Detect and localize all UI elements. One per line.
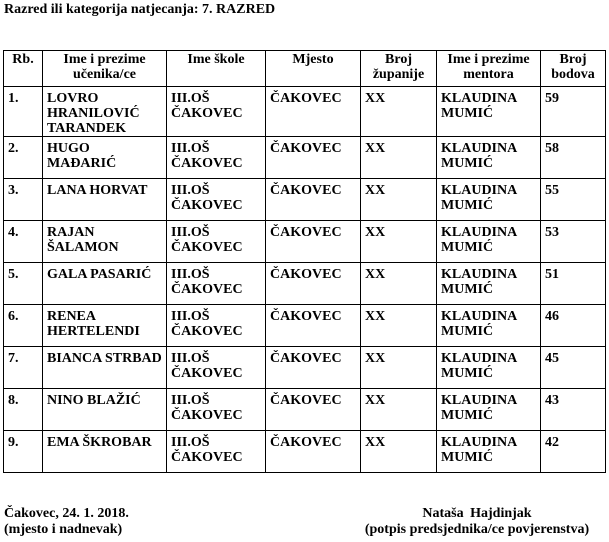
school-cell: III.OŠ ČAKOVEC [167,305,266,347]
column-header-rb: Rb. [4,51,43,87]
student-name-cell: RAJAN ŠALAMON [43,221,167,263]
table-header-row [4,51,606,87]
student-name-cell: BIANCA STRBAD [43,347,167,389]
points-cell: 53 [541,221,606,263]
student-name-cell: EMA ŠKROBAR [43,431,167,473]
rank-cell: 5. [4,263,43,305]
place-cell: ČAKOVEC [266,137,361,179]
county-cell: XX [361,431,437,473]
county-cell: XX [361,137,437,179]
signature-name: Nataša Hajdinjak [422,506,532,521]
table-body [4,87,606,473]
table-row [4,263,606,305]
rank-cell: 9. [4,431,43,473]
rank-cell: 2. [4,137,43,179]
place-cell: ČAKOVEC [266,389,361,431]
student-name-cell: LANA HORVAT [43,179,167,221]
school-cell: III.OŠ ČAKOVEC [167,263,266,305]
table-row [4,347,606,389]
signature-block [348,506,606,538]
place-date-caption: (mjesto i nadnevak) [4,522,123,537]
mentor-cell: KLAUDINA MUMIĆ [437,87,541,137]
school-cell: III.OŠ ČAKOVEC [167,87,266,137]
school-cell: III.OŠ ČAKOVEC [167,431,266,473]
mentor-cell: KLAUDINA MUMIĆ [437,431,541,473]
county-cell: XX [361,305,437,347]
place-cell: ČAKOVEC [266,431,361,473]
mentor-cell: KLAUDINA MUMIĆ [437,221,541,263]
column-header-place: Mjesto [266,51,361,87]
table-row [4,389,606,431]
column-header-points: Broj bodova [541,51,606,87]
place-date-block [4,506,129,538]
signature-caption: (potpis predsjednika/ce povjerenstva) [364,522,590,537]
table-row [4,87,606,137]
place-cell: ČAKOVEC [266,87,361,137]
points-cell: 59 [541,87,606,137]
table-row [4,431,606,473]
mentor-cell: KLAUDINA MUMIĆ [437,305,541,347]
county-cell: XX [361,263,437,305]
school-cell: III.OŠ ČAKOVEC [167,137,266,179]
rank-cell: 7. [4,347,43,389]
points-cell: 42 [541,431,606,473]
rank-cell: 8. [4,389,43,431]
county-cell: XX [361,179,437,221]
table-row [4,305,606,347]
student-name-cell: GALA PASARIĆ [43,263,167,305]
points-cell: 46 [541,305,606,347]
rank-cell: 6. [4,305,43,347]
points-cell: 43 [541,389,606,431]
rank-cell: 3. [4,179,43,221]
rank-cell: 4. [4,221,43,263]
place-cell: ČAKOVEC [266,221,361,263]
school-cell: III.OŠ ČAKOVEC [167,389,266,431]
mentor-cell: KLAUDINA MUMIĆ [437,179,541,221]
points-cell: 51 [541,263,606,305]
mentor-cell: KLAUDINA MUMIĆ [437,263,541,305]
place-cell: ČAKOVEC [266,347,361,389]
school-cell: III.OŠ ČAKOVEC [167,179,266,221]
student-name-cell: NINO BLAŽIĆ [43,389,167,431]
county-cell: XX [361,87,437,137]
school-cell: III.OŠ ČAKOVEC [167,221,266,263]
mentor-cell: KLAUDINA MUMIĆ [437,347,541,389]
page-heading: Razred ili kategorija natjecanja: 7. RAZRED [4,2,276,17]
points-cell: 45 [541,347,606,389]
place-cell: ČAKOVEC [266,305,361,347]
county-cell: XX [361,221,437,263]
place-cell: ČAKOVEC [266,179,361,221]
table-row [4,179,606,221]
points-cell: 58 [541,137,606,179]
column-header-mentor: Ime i prezime mentora [437,51,541,87]
column-header-county: Broj županije [361,51,437,87]
results-table [3,50,606,473]
student-name-cell: LOVRO HRANILOVIĆ TARANDEK [43,87,167,137]
column-header-school: Ime škole [167,51,266,87]
county-cell: XX [361,347,437,389]
mentor-cell: KLAUDINA MUMIĆ [437,137,541,179]
school-cell: III.OŠ ČAKOVEC [167,347,266,389]
points-cell: 55 [541,179,606,221]
column-header-student: Ime i prezime učenika/ce [43,51,167,87]
table-row [4,137,606,179]
county-cell: XX [361,389,437,431]
place-date: Čakovec, 24. 1. 2018. [4,506,129,521]
place-cell: ČAKOVEC [266,263,361,305]
rank-cell: 1. [4,87,43,137]
mentor-cell: KLAUDINA MUMIĆ [437,389,541,431]
table-row [4,221,606,263]
student-name-cell: RENEA HERTELENDI [43,305,167,347]
student-name-cell: HUGO MAĐARIĆ [43,137,167,179]
